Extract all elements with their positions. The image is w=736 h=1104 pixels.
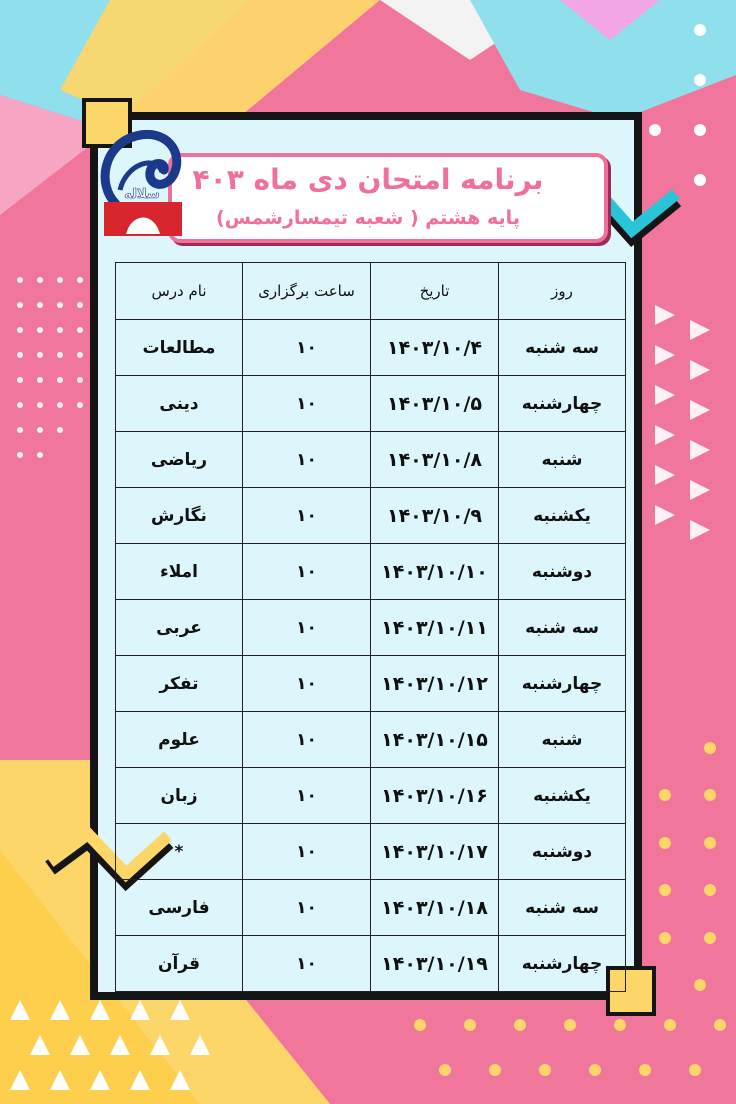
cell-time: ۱۰	[243, 544, 371, 600]
page-title: برنامه امتحان دی ماه ۴۰۳	[192, 163, 544, 196]
cell-date: ۱۴۰۳/۱۰/۱۸	[371, 880, 499, 936]
cell-day: سه شنبه	[499, 600, 626, 656]
cell-time: ۱۰	[243, 600, 371, 656]
table-row	[116, 376, 626, 432]
header-day: روز	[499, 263, 626, 320]
table-row	[116, 320, 626, 376]
table-row	[116, 824, 626, 880]
cell-subject: نگارش	[116, 488, 243, 544]
cell-day: چهارشنبه	[499, 656, 626, 712]
cell-day: شنبه	[499, 712, 626, 768]
cell-date: ۱۴۰۳/۱۰/۱۶	[371, 768, 499, 824]
table-row	[116, 600, 626, 656]
cell-day: چهارشنبه	[499, 936, 626, 992]
school-logo-icon	[96, 124, 190, 242]
cell-day: چهارشنبه	[499, 376, 626, 432]
cell-time: ۱۰	[243, 824, 371, 880]
cell-subject: املاء	[116, 544, 243, 600]
page-subtitle: پایه هشتم ( شعبه تیمسارشمس)	[216, 207, 520, 229]
cell-subject: دینی	[116, 376, 243, 432]
cell-date: ۱۴۰۳/۱۰/۵	[371, 376, 499, 432]
cell-subject: عربی	[116, 600, 243, 656]
cell-date: ۱۴۰۳/۱۰/۱۹	[371, 936, 499, 992]
cell-subject: فارسی	[116, 880, 243, 936]
cell-subject: تفکر	[116, 656, 243, 712]
cell-time: ۱۰	[243, 432, 371, 488]
cell-time: ۱۰	[243, 768, 371, 824]
cell-time: ۱۰	[243, 656, 371, 712]
cell-subject: مطالعات	[116, 320, 243, 376]
table-row	[116, 768, 626, 824]
cell-subject: زبان	[116, 768, 243, 824]
cell-time: ۱۰	[243, 880, 371, 936]
cell-date: ۱۴۰۳/۱۰/۱۵	[371, 712, 499, 768]
table-row	[116, 712, 626, 768]
exam-schedule-table	[115, 262, 626, 992]
cell-date: ۱۴۰۳/۱۰/۱۲	[371, 656, 499, 712]
cell-day: شنبه	[499, 432, 626, 488]
table-row	[116, 656, 626, 712]
table-row	[116, 544, 626, 600]
table-row	[116, 488, 626, 544]
cell-time: ۱۰	[243, 320, 371, 376]
svg-text:سلاله: سلاله	[124, 187, 160, 202]
cell-time: ۱۰	[243, 488, 371, 544]
cell-date: ۱۴۰۳/۱۰/۹	[371, 488, 499, 544]
cell-time: ۱۰	[243, 376, 371, 432]
cell-time: ۱۰	[243, 936, 371, 992]
table-row	[116, 936, 626, 992]
cell-date: ۱۴۰۳/۱۰/۴	[371, 320, 499, 376]
header-date: تاریخ	[371, 263, 499, 320]
cell-subject: *	[116, 824, 243, 880]
cell-date: ۱۴۰۳/۱۰/۱۱	[371, 600, 499, 656]
cell-day: یکشنبه	[499, 488, 626, 544]
cell-subject: قرآن	[116, 936, 243, 992]
cell-subject: علوم	[116, 712, 243, 768]
cell-subject: ریاضی	[116, 432, 243, 488]
cell-day: یکشنبه	[499, 768, 626, 824]
header-time: ساعت برگزاری	[243, 263, 371, 320]
cell-day: سه شنبه	[499, 880, 626, 936]
cell-time: ۱۰	[243, 712, 371, 768]
cell-date: ۱۴۰۳/۱۰/۱۰	[371, 544, 499, 600]
cell-day: سه شنبه	[499, 320, 626, 376]
title-banner	[168, 153, 608, 243]
table-row	[116, 432, 626, 488]
table-row	[116, 880, 626, 936]
cell-date: ۱۴۰۳/۱۰/۸	[371, 432, 499, 488]
cell-day: دوشنبه	[499, 824, 626, 880]
table-header-row	[116, 263, 626, 320]
cell-date: ۱۴۰۳/۱۰/۱۷	[371, 824, 499, 880]
cell-day: دوشنبه	[499, 544, 626, 600]
header-subject: نام درس	[116, 263, 243, 320]
